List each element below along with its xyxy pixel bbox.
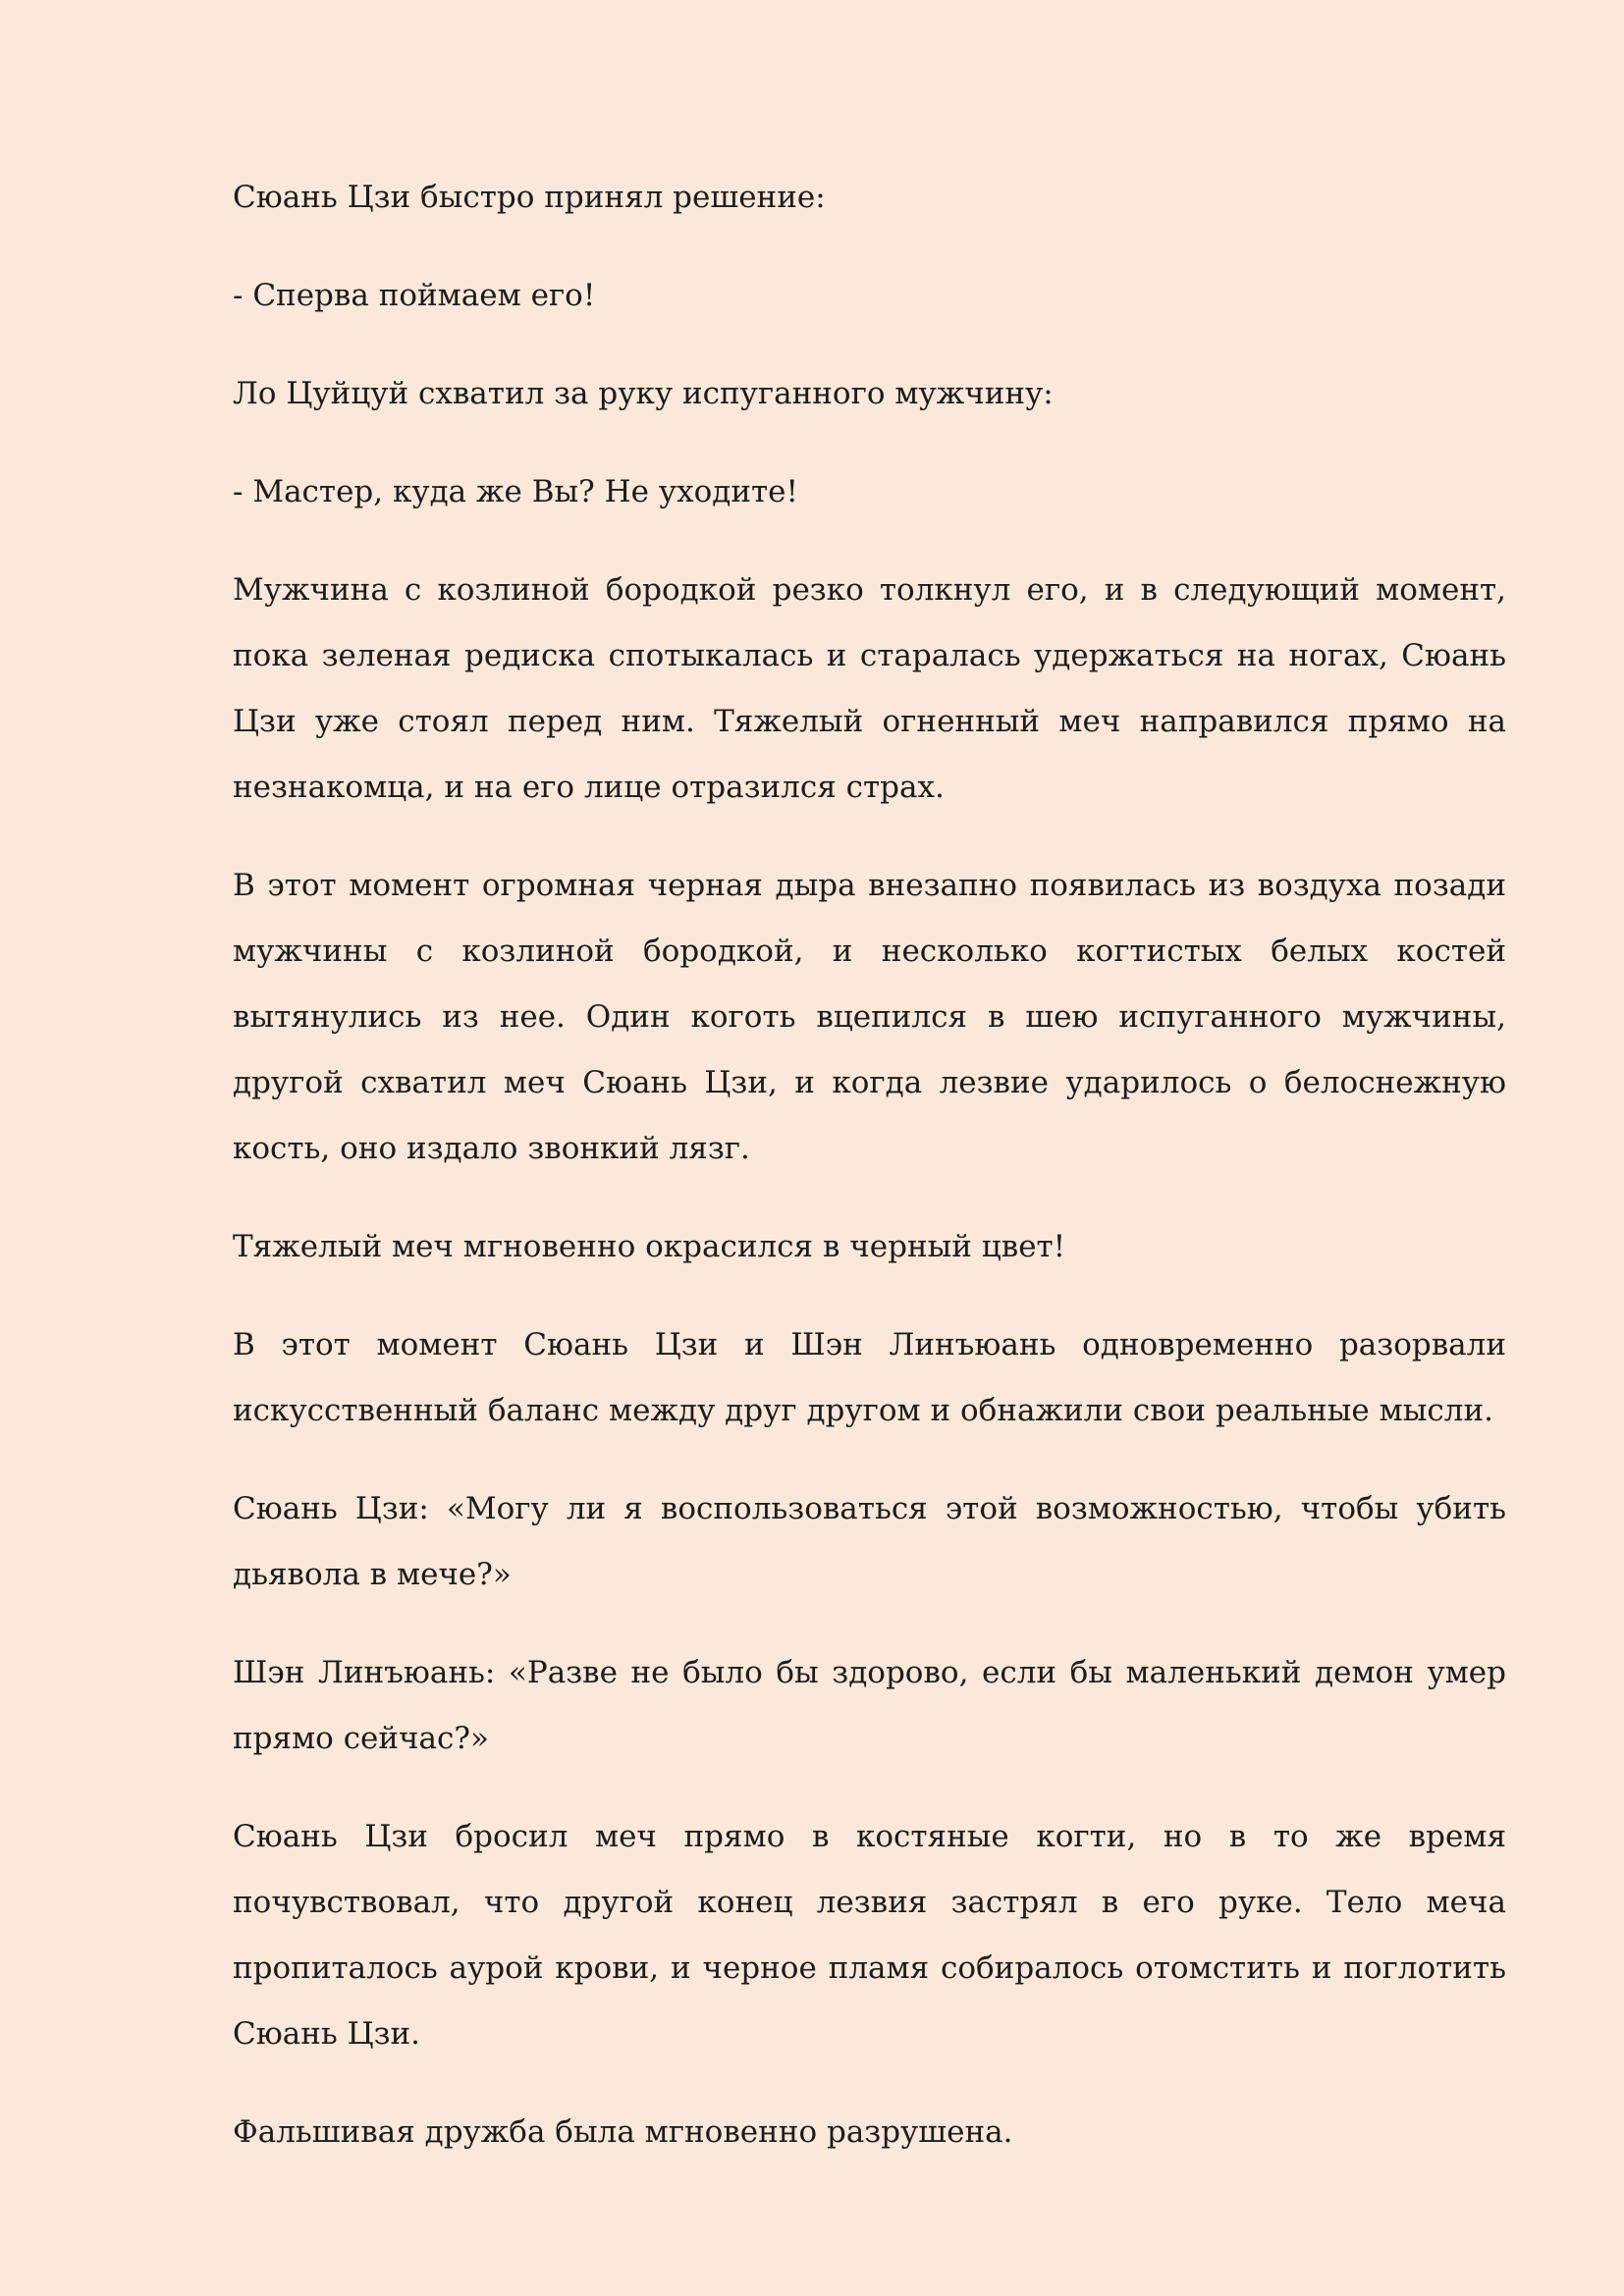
- paragraph: Сюань Цзи бросил меч прямо в костяные когти, но в то же время почувствовал, что другой конец лезвия застрял в его руке. Тело меча пропиталось аурой крови, и черное пламя собиралось отомстить и поглотить Сюань Цзи.: [233, 1819, 1506, 2052]
- paragraph: - Мастер, куда же Вы? Не уходите!: [233, 474, 798, 509]
- paragraph: В этот момент огромная черная дыра внезапно появилась из воздуха позади мужчины с козлиной бородкой, и несколько когтистых белых костей вытянулись из нее. Один коготь вцепился в шею испуганного мужчины, другой схватил меч Сюань Цзи, и когда лезвие ударилось о белоснежную кость, оно издало звонкий лязг.: [233, 868, 1506, 1166]
- paragraph: Сюань Цзи: «Могу ли я воспользоваться этой возможностью, чтобы убить дьявола в мече?»: [233, 1491, 1506, 1592]
- paragraph: Фальшивая дружба была мгновенно разрушена.: [233, 2114, 1013, 2150]
- paragraph: В этот момент Сюань Цзи и Шэн Линъюань одновременно разорвали искусственный баланс между друг другом и обнажили свои реальные мысли.: [233, 1327, 1506, 1428]
- paragraph: Ло Цуйцуй схватил за руку испуганного мужчину:: [233, 376, 1054, 411]
- paragraph: Шэн Линъюань: «Разве не было бы здорово, если бы маленький демон умер прямо сейчас?»: [233, 1655, 1506, 1756]
- document-page: [233, 165, 1506, 2198]
- paragraph: - Сперва поймаем его!: [233, 278, 596, 313]
- paragraph: Сюань Цзи быстро принял решение:: [233, 180, 826, 215]
- paragraph: Тяжелый меч мгновенно окрасился в черный цвет!: [233, 1229, 1066, 1264]
- paragraph: Мужчина с козлиной бородкой резко толкнул его, и в следующий момент, пока зеленая редиска спотыкалась и старалась удержаться на ногах, Сюань Цзи уже стоял перед ним. Тяжелый огненный меч направился прямо на незнакомца, и на его лице отразился страх.: [233, 572, 1506, 805]
